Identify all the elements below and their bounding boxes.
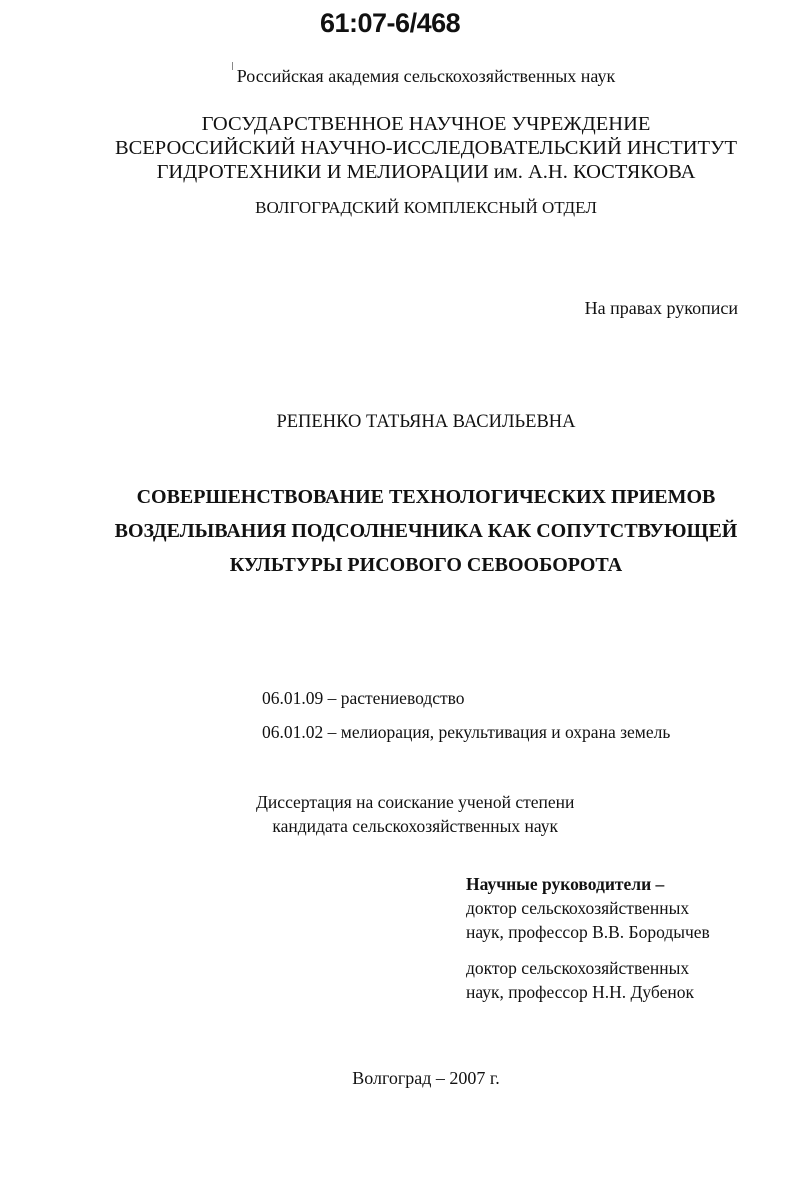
title-line: СОВЕРШЕНСТВОВАНИЕ ТЕХНОЛОГИЧЕСКИХ ПРИЕМОВ bbox=[136, 486, 716, 508]
institution-line: ГИДРОТЕХНИКИ И МЕЛИОРАЦИИ им. А.Н. КОСТЯКОВА bbox=[156, 161, 696, 183]
specialty-code: 06.01.09 – растениеводство bbox=[262, 688, 465, 708]
institution-name bbox=[0, 112, 792, 184]
supervisor-line: доктор сельскохозяйственных bbox=[466, 958, 690, 978]
supervisors-block bbox=[466, 872, 710, 1004]
manuscript-rights: На правах рукописи bbox=[584, 298, 738, 318]
title-line: ВОЗДЕЛЫВАНИЯ ПОДСОЛНЕЧНИКА КАК СОПУТСТВУЮЩЕЙ bbox=[114, 520, 738, 542]
supervisor-line: наук, профессор В.В. Бородычев bbox=[466, 922, 710, 942]
title-line: КУЛЬТУРЫ РИСОВОГО СЕВООБОРОТА bbox=[229, 554, 623, 576]
archive-stamp: 61:07-6/468 bbox=[320, 8, 461, 38]
institution-line: ГОСУДАРСТВЕННОЕ НАУЧНОЕ УЧРЕЖДЕНИЕ bbox=[201, 113, 651, 135]
supervisor-line: наук, профессор Н.Н. Дубенок bbox=[466, 982, 694, 1002]
city-year: Волгоград – 2007 г. bbox=[352, 1068, 500, 1088]
dissertation-title bbox=[0, 480, 792, 582]
department-name: ВОЛГОГРАДСКИЙ КОМПЛЕКСНЫЙ ОТДЕЛ bbox=[255, 198, 597, 217]
supervisors-heading: Научные руководители – bbox=[466, 874, 665, 894]
specialty-code: 06.01.02 – мелиорация, рекультивация и охрана земель bbox=[262, 722, 671, 742]
degree-line: кандидата сельскохозяйственных наук bbox=[272, 816, 559, 836]
degree-statement bbox=[256, 790, 574, 838]
degree-line: Диссертация на соискание ученой степени bbox=[256, 792, 575, 812]
supervisor-spacer bbox=[466, 944, 710, 956]
institution-line: ВСЕРОССИЙСКИЙ НАУЧНО-ИССЛЕДОВАТЕЛЬСКИЙ ИНСТИТУТ bbox=[114, 137, 738, 159]
supervisor-line: доктор сельскохозяйственных bbox=[466, 898, 690, 918]
author-name: РЕПЕНКО ТАТЬЯНА ВАСИЛЬЕВНА bbox=[276, 412, 576, 432]
academy-name: Российская академия сельскохозяйственных наук bbox=[236, 66, 616, 86]
